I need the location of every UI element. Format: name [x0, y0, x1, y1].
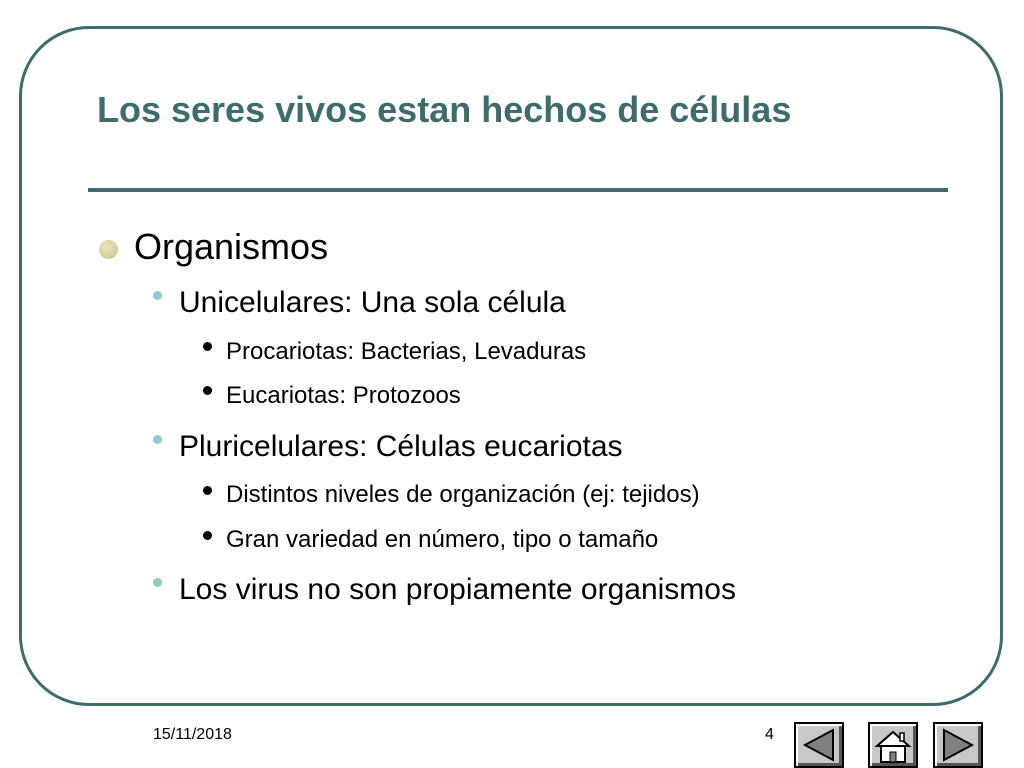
- previous-slide-button[interactable]: [794, 722, 844, 768]
- next-slide-button[interactable]: [933, 722, 983, 768]
- bullet-unicelulares: Unicelulares: Una sola célula: [179, 286, 566, 319]
- bullet-niveles: Distintos niveles de organización (ej: tejidos): [226, 481, 700, 508]
- bullet-icon: [203, 386, 212, 395]
- bullet-icon: [203, 486, 212, 495]
- bullet-eucariotas: Eucariotas: Protozoos: [226, 382, 461, 409]
- bullet-icon: [203, 531, 212, 540]
- home-icon: [870, 724, 916, 766]
- bullet-procariotas: Procariotas: Bacterias, Levaduras: [226, 338, 587, 365]
- next-icon: [935, 724, 981, 766]
- bullet-icon: [153, 291, 162, 300]
- bullet-variedad: Gran variedad en número, tipo o tamaño: [226, 526, 659, 553]
- bullet-icon: [99, 240, 118, 259]
- bullet-organismos: Organismos: [134, 226, 329, 267]
- home-button[interactable]: [868, 722, 918, 768]
- bullet-pluricelulares: Pluricelulares: Células eucariotas: [179, 430, 623, 463]
- bullet-icon: [153, 435, 162, 444]
- footer-date: 15/11/2018: [153, 726, 232, 743]
- slide-title: Los seres vivos estan hechos de células: [97, 89, 792, 130]
- page-number: 4: [765, 726, 774, 743]
- bullet-icon: [153, 578, 162, 587]
- title-divider: [88, 188, 948, 192]
- bullet-virus: Los virus no son propiamente organismos: [179, 573, 736, 606]
- bullet-icon: [203, 342, 212, 351]
- previous-icon: [796, 724, 842, 766]
